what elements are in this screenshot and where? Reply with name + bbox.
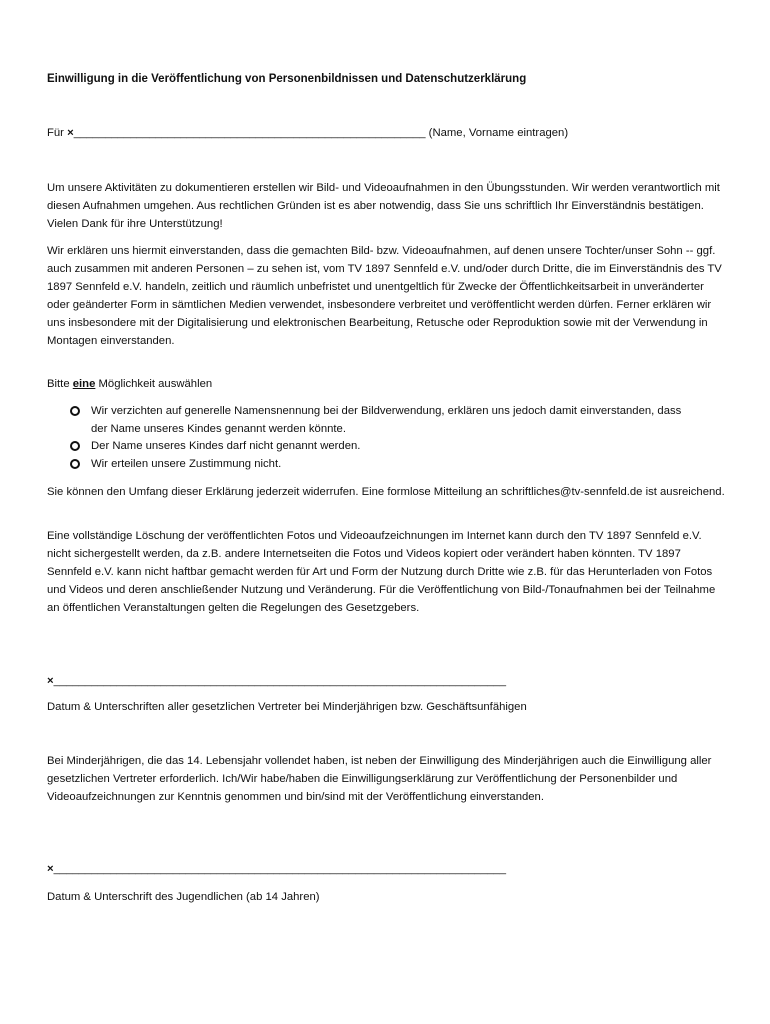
radio-circle-icon[interactable]	[70, 459, 80, 469]
signature-line-youth[interactable]	[47, 861, 727, 879]
document-title: Einwilligung in die Veröffentlichung von Personenbildnissen und Datenschutzerklärung	[47, 73, 527, 85]
deletion-paragraph: Eine vollständige Löschung der veröffentlichten Fotos und Videoaufzeichnungen im Internet kann durch den TV 1897 Sennfeld e.V. nicht sichergestellt werden, da z.B. andere Internetseiten die Fotos und Videos kopiert oder verändert haben könnten. TV 1897 Sennfeld e.V. kann nicht haftbar gemacht werden für Art und Form der Nutzung durch Dritte wie z.B. für das Herunterladen von Fotos und Videos und deren anschließender Nutzung und Veränderung. Für die Veröffentlichung von Bild-/Tonaufnahmen bei der Teilnahme an öffentlichen Veranstaltungen gelten die Regelungen des Gesetzgebers.	[47, 530, 716, 614]
option-label: Der Name unseres Kindes darf nicht genannt werden.	[91, 440, 361, 452]
signature-caption-youth: Datum & Unterschrift des Jugendlichen (ab 14 Jahren)	[47, 891, 320, 903]
consent-paragraph: Wir erklären uns hiermit einverstanden, dass die gemachten Bild- bzw. Videoaufnahmen, auf denen unsere Tochter/unser Sohn -- ggf. auch zusammen mit anderen Personen – zu sehen ist, vom TV 1897 Sennfeld e.V. und/oder durch Dritte, die im Einverständnis des TV 1897 Sennfeld e.V. handeln, zeitlich und räumlich unbefristet und unentgeltlich für Zwecke der Öffentlichkeitsarbeit in unveränderter oder geänderter Form in sämtlichen Medien verwendet, insbesondere verbreitet und veröffentlicht werden dürfen. Ferner erklären wir uns insbesondere mit der Digitalisierung und elektronischen Bearbeitung, Retusche oder Reproduktion sowie mit der Verwendung in Montagen einverstanden.	[47, 245, 722, 347]
signature-line-guardians[interactable]	[47, 673, 727, 691]
choose-instruction	[47, 376, 727, 394]
signature-blank[interactable]: ________________________________________________________________________	[53, 863, 506, 875]
option-3[interactable]	[70, 456, 690, 474]
name-field-line	[47, 125, 727, 143]
sign-mark: ×	[67, 127, 74, 139]
name-hint: (Name, Vorname eintragen)	[425, 127, 569, 139]
sign-mark: ×	[47, 675, 54, 687]
choose-before: Bitte	[47, 378, 73, 390]
minors-paragraph: Bei Minderjährigen, die das 14. Lebensjahr vollendet haben, ist neben der Einwilligung des Minderjährigen auch die Einwilligung aller gesetzlichen Vertreter erforderlich. Ich/Wir habe/haben die Einwilligungserklärung zur Veröffentlichung der Personenbilder und Videoaufzeichnungen zur Kenntnis genommen und bin/sind mit der Veröffentlichung einverstanden.	[47, 755, 712, 803]
option-label: Wir verzichten auf generelle Namensnennung bei der Bildverwendung, erklären uns jedoch damit einverstanden, dass der Name unseres Kindes genannt werden könnte.	[91, 405, 682, 435]
intro-paragraph: Um unsere Aktivitäten zu dokumentieren erstellen wir Bild- und Videoaufnahmen in den Übungsstunden. Wir werden verantwortlich mit diesen Aufnahmen umgehen. Aus rechtlichen Gründen ist es aber notwendig, dass Sie uns schriftlich Ihr Einverständnis bestätigen. Vielen Dank für ihre Unterstützung!	[47, 182, 720, 230]
revoke-paragraph: Sie können den Umfang dieser Erklärung jederzeit widerrufen. Eine formlose Mitteilung an schriftliches@tv-sennfeld.de ist ausreichend.	[47, 486, 725, 498]
sign-mark: ×	[47, 863, 54, 875]
option-2[interactable]	[70, 438, 690, 456]
radio-circle-icon[interactable]	[70, 406, 80, 416]
signature-caption-guardians: Datum & Unterschriften aller gesetzlichen Vertreter bei Minderjährigen bzw. Geschäftsunfähigen	[47, 701, 527, 713]
name-blank[interactable]: ________________________________________________________	[73, 127, 426, 139]
choose-after: Möglichkeit auswählen	[95, 378, 213, 390]
option-label: Wir erteilen unsere Zustimmung nicht.	[91, 458, 282, 470]
option-1[interactable]	[70, 403, 690, 439]
radio-circle-icon[interactable]	[70, 441, 80, 451]
signature-blank[interactable]: ________________________________________________________________________	[53, 675, 506, 687]
name-prefix: Für	[47, 127, 68, 139]
choose-emphasis: eine	[72, 378, 96, 390]
